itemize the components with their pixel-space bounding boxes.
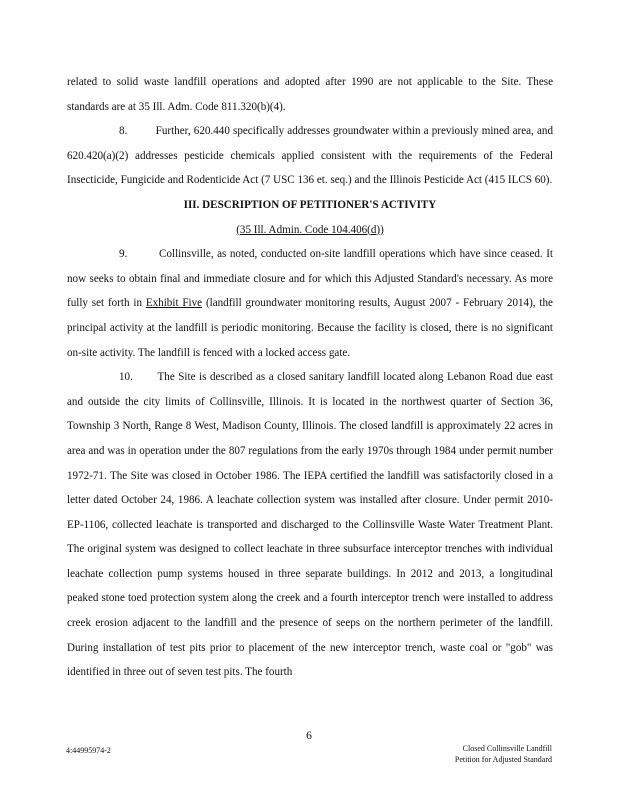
page-number: 6 [306,730,312,742]
paragraph-text: Further, 620.440 specifically addresses groundwater within a previously mined area, and 620.420(a)(2) addresses pesticide chemicals applied consistent with the requirements of the Federal Insecticide, Fungicide and Rodenticide Act (7 USC 136 et. seq.) and the Illinois Pesticide Act (415 ILCS 60). [67,125,553,187]
section-heading: III. DESCRIPTION OF PETITIONER'S ACTIVITY [183,198,437,211]
footer-title-line-1: Closed Collinsville Landfill [462,744,552,753]
paragraph-number: 9. [119,248,128,261]
section-citation: (35 Ill. Admin. Code 104.406(d)) [236,223,384,236]
paragraph-number: 8. [119,125,128,138]
paragraph-text: Collinsville, as noted, conducted on-site landfill operations which have since ceased. It now seeks to obtain final and immediate closure and for which this Adjusted Standard's necessary. As more fully set forth in [67,248,553,310]
paragraph-number: 10. [119,371,133,384]
document-id: 4:44995974-2 [66,746,111,755]
body-text [67,70,553,685]
footer-title-line-2: Petition for Adjusted Standard [454,755,552,764]
paragraph-text: The Site is described as a closed sanitary landfill located along Lebanon Road due east and outside the city limits of Collinsville, Illinois. It is located in the northwest quarter of Section 36, Township 3 North, Range 8 West, Madison County, Illinois. The closed landfill is approximately 22 acres in area and was in operation under the 807 regulations from the early 1970s through 1984 under permit number 1972-71. The Site was closed in October 1986. The IEPA certified the landfill was satisfactorily closed in a letter dated October 24, 1986. A leachate collection system was installed after closure. Under permit 2010-EP-1106, collected leachate is transported and discharged to the Collinsville Waste Water Treatment Plant. The original system was designed to collect leachate in three subsurface interceptor trenches with individual leachate collection pump systems housed in three separate buildings. In 2012 and 2013, a longitudinal peaked stone toed protection system along the creek and a fourth interceptor trench were installed to address creek erosion adjacent to the landfill and the presence of seeps on the northern perimeter of the landfill. During installation of test pits prior to placement of the new interceptor trench, waste coal or "gob" was identified in three out of seven test pits. The fourth [67,371,553,679]
footer-title [455,743,552,765]
intro-paragraph: related to solid waste landfill operations and adopted after 1990 are not applicable to the Site. These standards are at 35 Ill. Adm. Code 811.320(b)(4). [67,76,553,113]
paragraph-10 [67,365,553,685]
exhibit-reference: Exhibit Five [145,297,203,310]
paragraph-8 [67,119,553,193]
paragraph-9 [67,242,553,365]
paragraph-text-continued: (landfill groundwater monitoring results, August 2007 - February 2014), the principal activity at the landfill is periodic monitoring. Because the facility is closed, there is no significant on-site activity. The landfill is fenced with a locked access gate. [67,297,553,359]
